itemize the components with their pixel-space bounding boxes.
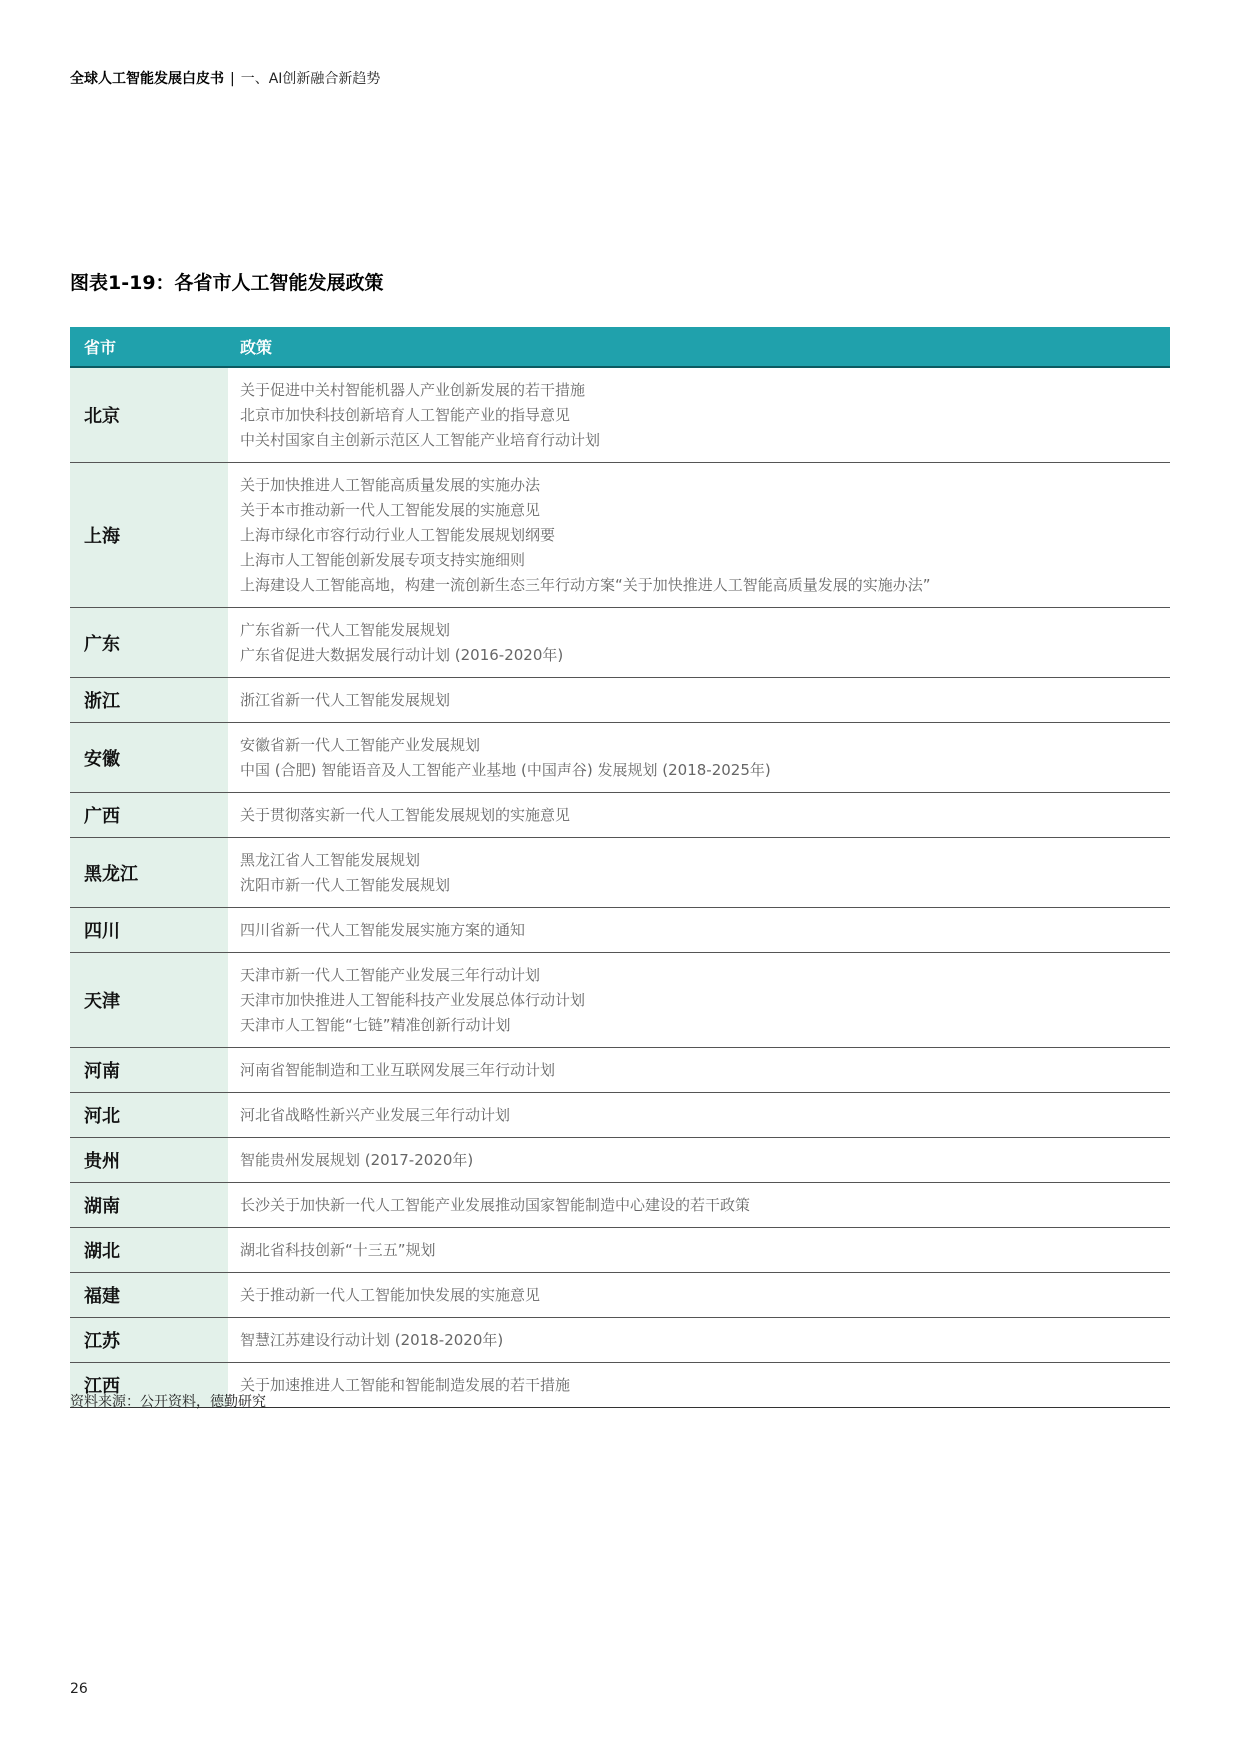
policy-item: 关于加速推进人工智能和智能制造发展的若干措施 xyxy=(240,1376,571,1394)
figure-title: 图表1-19：各省市人工智能发展政策 xyxy=(70,272,384,294)
policy-item: 中关村国家自主创新示范区人工智能产业培育行动计划 xyxy=(240,431,601,449)
policy-cell xyxy=(228,367,1170,463)
table-header-row xyxy=(70,327,1170,367)
policy-item: 广东省促进大数据发展行动计划 (2016-2020年) xyxy=(240,646,564,664)
table-row xyxy=(70,953,1170,1048)
policy-item: 关于促进中关村智能机器人产业创新发展的若干措施 xyxy=(240,381,586,399)
table-row xyxy=(70,838,1170,908)
policy-item: 上海市人工智能创新发展专项支持实施细则 xyxy=(240,551,526,569)
policy-item: 关于推动新一代人工智能加快发展的实施意见 xyxy=(240,1286,541,1304)
policy-item: 广东省新一代人工智能发展规划 xyxy=(240,621,451,639)
table-row xyxy=(70,1048,1170,1093)
province-cell: 黑龙江 xyxy=(70,838,228,908)
province-cell: 河南 xyxy=(70,1048,228,1093)
policy-item: 智慧江苏建设行动计划 (2018-2020年) xyxy=(240,1331,504,1349)
policy-table xyxy=(70,327,1170,1408)
policy-item: 关于贯彻落实新一代人工智能发展规划的实施意见 xyxy=(240,806,571,824)
policy-cell xyxy=(228,678,1170,723)
policy-cell xyxy=(228,723,1170,793)
province-cell: 江西 xyxy=(70,1363,228,1408)
policy-item: 关于加快推进人工智能高质量发展的实施办法 xyxy=(240,476,541,494)
table-row xyxy=(70,367,1170,463)
policy-item: 黑龙江省人工智能发展规划 xyxy=(240,851,421,869)
province-cell: 北京 xyxy=(70,367,228,463)
province-cell: 贵州 xyxy=(70,1138,228,1183)
province-cell: 福建 xyxy=(70,1273,228,1318)
policy-cell xyxy=(228,463,1170,608)
policy-cell xyxy=(228,1183,1170,1228)
policy-item: 中国 (合肥) 智能语音及人工智能产业基地 (中国声谷) 发展规划 (2018-2025年) xyxy=(240,761,771,779)
policy-item: 湖北省科技创新“十三五”规划 xyxy=(240,1241,436,1259)
policy-cell xyxy=(228,793,1170,838)
policy-cell xyxy=(228,608,1170,678)
table-row xyxy=(70,1093,1170,1138)
policy-item: 安徽省新一代人工智能产业发展规划 xyxy=(240,736,481,754)
province-cell: 浙江 xyxy=(70,678,228,723)
province-cell: 天津 xyxy=(70,953,228,1048)
column-header-province: 省市 xyxy=(70,327,228,367)
table-row xyxy=(70,1183,1170,1228)
policy-item: 智能贵州发展规划 (2017-2020年) xyxy=(240,1151,474,1169)
page-number: 26 xyxy=(70,1681,88,1697)
policy-cell xyxy=(228,838,1170,908)
province-cell: 广西 xyxy=(70,793,228,838)
policy-item: 河南省智能制造和工业互联网发展三年行动计划 xyxy=(240,1061,556,1079)
province-cell: 四川 xyxy=(70,908,228,953)
table-row xyxy=(70,1318,1170,1363)
policy-cell xyxy=(228,1048,1170,1093)
province-cell: 江苏 xyxy=(70,1318,228,1363)
column-header-policy: 政策 xyxy=(228,327,1170,367)
table-row xyxy=(70,608,1170,678)
policy-item: 上海市绿化市容行动行业人工智能发展规划纲要 xyxy=(240,526,556,544)
source-note: 资料来源：公开资料，德勤研究 xyxy=(70,1394,266,1410)
policy-item: 天津市人工智能“七链”精准创新行动计划 xyxy=(240,1016,511,1034)
policy-item: 浙江省新一代人工智能发展规划 xyxy=(240,691,451,709)
province-cell: 广东 xyxy=(70,608,228,678)
policy-cell xyxy=(228,1228,1170,1273)
header-separator: | xyxy=(230,71,235,87)
table-row xyxy=(70,908,1170,953)
policy-item: 关于本市推动新一代人工智能发展的实施意见 xyxy=(240,501,541,519)
policy-item: 四川省新一代人工智能发展实施方案的通知 xyxy=(240,921,526,939)
policy-cell xyxy=(228,1138,1170,1183)
table-row xyxy=(70,723,1170,793)
province-cell: 安徽 xyxy=(70,723,228,793)
policy-item: 天津市新一代人工智能产业发展三年行动计划 xyxy=(240,966,541,984)
section-title: 一、AI创新融合新趋势 xyxy=(240,71,381,87)
running-header xyxy=(70,68,380,88)
table-row xyxy=(70,463,1170,608)
province-cell: 上海 xyxy=(70,463,228,608)
policy-item: 长沙关于加快新一代人工智能产业发展推动国家智能制造中心建设的若干政策 xyxy=(240,1196,751,1214)
doc-title: 全球人工智能发展白皮书 xyxy=(70,71,224,87)
table-row xyxy=(70,1228,1170,1273)
province-cell: 河北 xyxy=(70,1093,228,1138)
table-body xyxy=(70,367,1170,1408)
policy-item: 河北省战略性新兴产业发展三年行动计划 xyxy=(240,1106,511,1124)
policy-cell xyxy=(228,1363,1170,1408)
table-row xyxy=(70,1273,1170,1318)
policy-cell xyxy=(228,953,1170,1048)
policy-item: 上海建设人工智能高地，构建一流创新生态三年行动方案“关于加快推进人工智能高质量发展的实施办法” xyxy=(240,576,931,594)
province-cell: 湖南 xyxy=(70,1183,228,1228)
province-cell: 湖北 xyxy=(70,1228,228,1273)
table-row xyxy=(70,793,1170,838)
policy-item: 北京市加快科技创新培育人工智能产业的指导意见 xyxy=(240,406,571,424)
table-row xyxy=(70,678,1170,723)
policy-cell xyxy=(228,908,1170,953)
policy-item: 天津市加快推进人工智能科技产业发展总体行动计划 xyxy=(240,991,586,1009)
policy-item: 沈阳市新一代人工智能发展规划 xyxy=(240,876,451,894)
policy-cell xyxy=(228,1273,1170,1318)
policy-cell xyxy=(228,1318,1170,1363)
policy-cell xyxy=(228,1093,1170,1138)
table-row xyxy=(70,1138,1170,1183)
